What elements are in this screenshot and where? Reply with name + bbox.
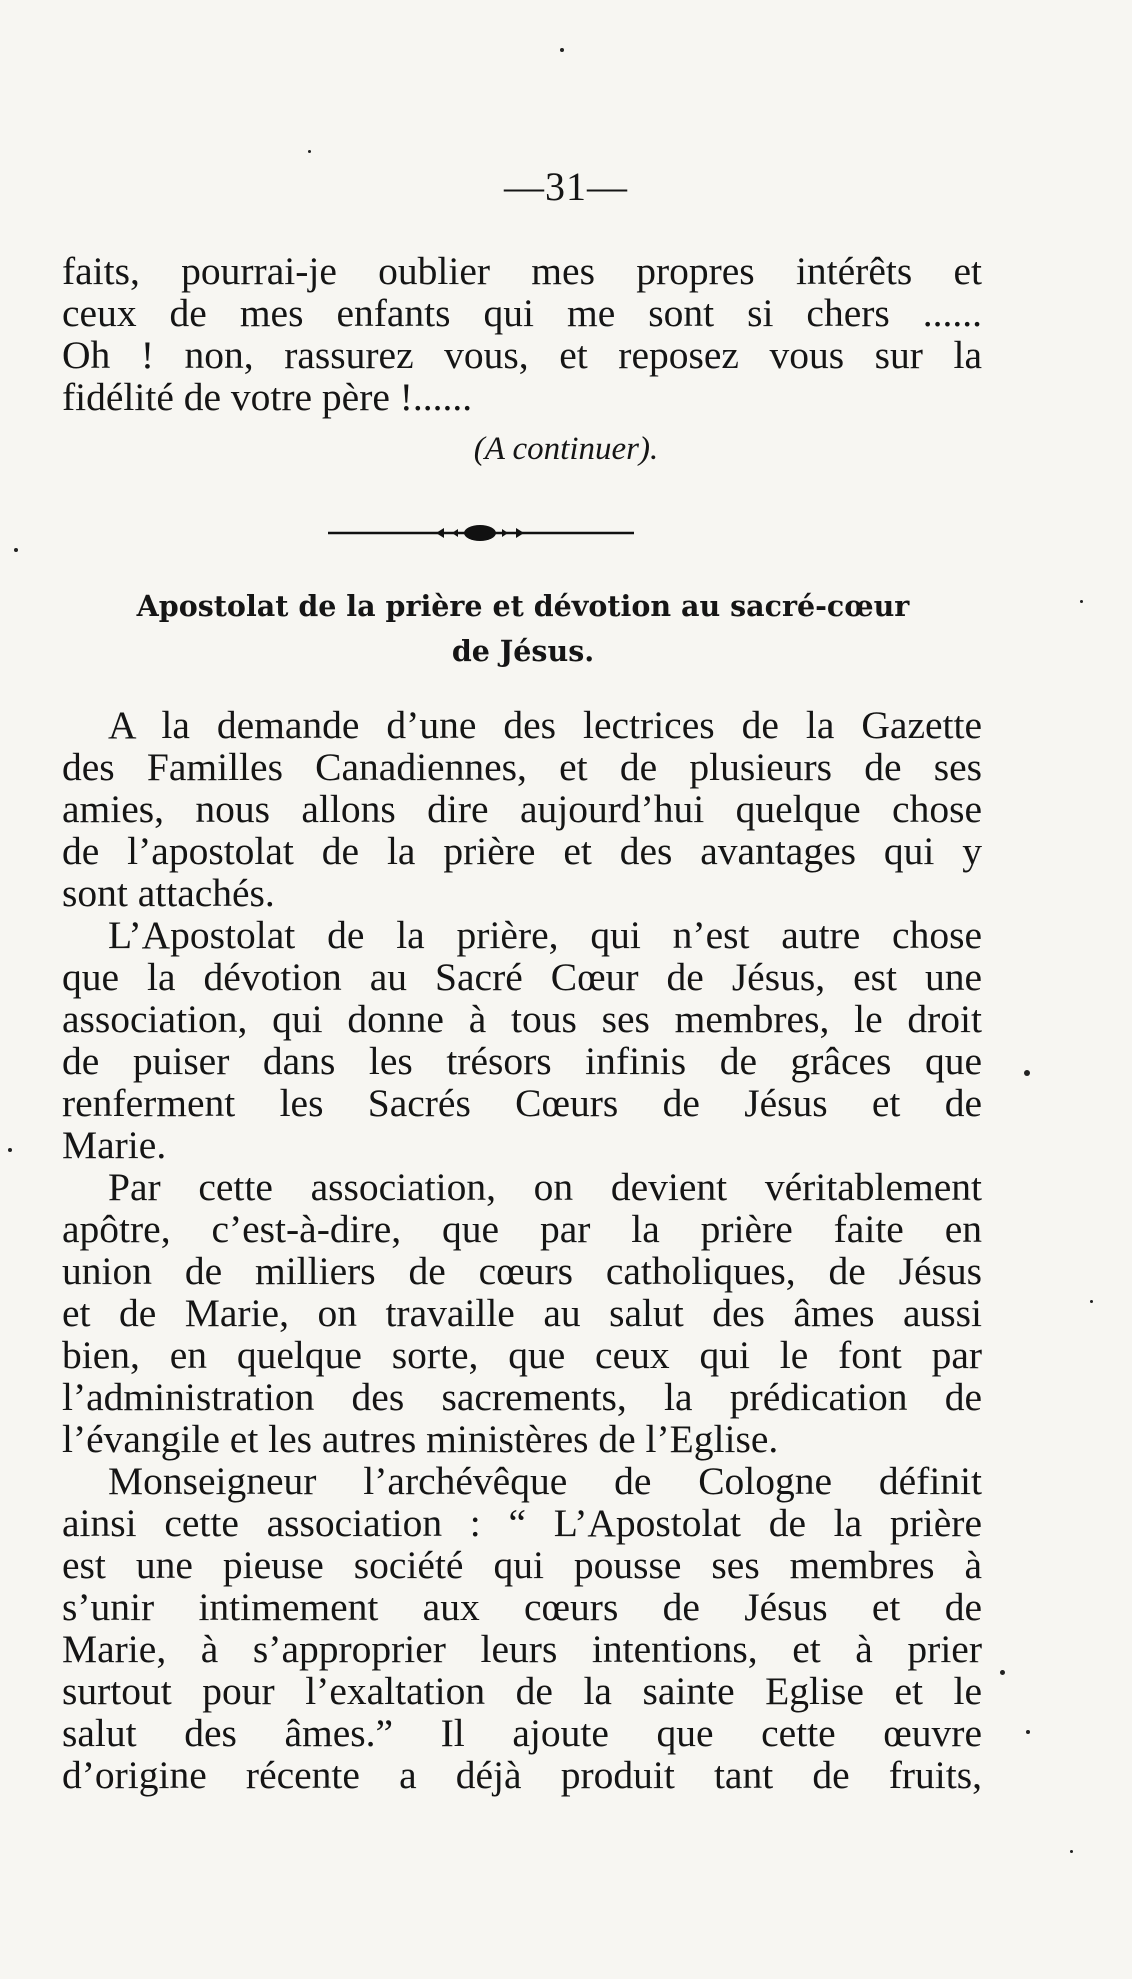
- body-line: L’Apostolat de la prière, qui n’est autre chose: [108, 913, 982, 957]
- body-line: union de milliers de cœurs catholiques, de Jésus: [62, 1249, 982, 1293]
- intro-paragraph: [62, 250, 982, 418]
- body-line: renferment les Sacrés Cœurs de Jésus et de: [62, 1081, 982, 1125]
- scan-speck: [560, 48, 564, 52]
- body-line: Marie, à s’approprier leurs intentions, et à prier: [62, 1627, 982, 1671]
- body-line: l’évangile et les autres ministères de l’Eglise.: [62, 1417, 779, 1461]
- heading-line-2: de Jésus.: [451, 634, 595, 668]
- scan-speck: [8, 1148, 12, 1152]
- body-line: de puiser dans les trésors infinis de grâces que: [62, 1039, 982, 1083]
- body-line: d’origine récente a déjà produit tant de fruits,: [62, 1753, 982, 1797]
- intro-line: Oh ! non, rassurez vous, et reposez vous sur la: [62, 333, 982, 377]
- body-line: et de Marie, on travaille au salut des âmes aussi: [62, 1291, 982, 1335]
- body-line: salut des âmes.” Il ajoute que cette œuvre: [62, 1711, 982, 1755]
- body-line: s’unir intimement aux cœurs de Jésus et de: [62, 1585, 982, 1629]
- scan-speck: [1024, 1070, 1030, 1076]
- body-line: Par cette association, on devient véritablement: [108, 1165, 982, 1209]
- body-line: Monseigneur l’archévêque de Cologne définit: [108, 1459, 982, 1503]
- scan-speck: [1026, 1730, 1030, 1734]
- scan-speck: [1070, 1850, 1073, 1853]
- body-line: l’administration des sacrements, la prédication de: [62, 1375, 982, 1419]
- scan-speck: [14, 548, 18, 552]
- page-number: —31—: [504, 164, 628, 209]
- body-line: de l’apostolat de la prière et des avantages qui y: [62, 829, 982, 873]
- ornamental-divider: [328, 520, 634, 546]
- body-text: [62, 704, 982, 1796]
- scan-speck: [1080, 600, 1083, 603]
- body-line: apôtre, c’est-à-dire, que par la prière faite en: [62, 1207, 982, 1251]
- continuation-note: (A continuer).: [473, 431, 659, 467]
- body-line: association, qui donne à tous ses membres, le droit: [62, 997, 982, 1041]
- scan-speck: [1090, 1300, 1093, 1303]
- body-line: Marie.: [62, 1123, 167, 1167]
- intro-line: faits, pourrai-je oublier mes propres intérêts et: [62, 249, 982, 293]
- scan-speck: [308, 150, 311, 153]
- body-line: est une pieuse société qui pousse ses membres à: [62, 1543, 982, 1587]
- scan-speck: [1000, 1670, 1005, 1675]
- body-line: surtout pour l’exaltation de la sainte Eglise et le: [62, 1669, 982, 1713]
- intro-line: fidélité de votre père !......: [62, 375, 473, 419]
- body-line: bien, en quelque sorte, que ceux qui le font par: [62, 1333, 982, 1377]
- intro-line: ceux de mes enfants qui me sont si chers ......: [62, 291, 982, 335]
- body-line: amies, nous allons dire aujourd’hui quelque chose: [62, 787, 982, 831]
- body-line: que la dévotion au Sacré Cœur de Jésus, est une: [62, 955, 982, 999]
- section-heading: [58, 584, 988, 674]
- body-line: des Familles Canadiennes, et de plusieurs de ses: [62, 745, 982, 789]
- body-line: A la demande d’une des lectrices de la Gazette: [108, 703, 982, 747]
- heading-line-1: Apostolat de la prière et dévotion au sacré-cœur: [136, 589, 910, 623]
- body-line: ainsi cette association : “ L’Apostolat de la prière: [62, 1501, 982, 1545]
- body-line: sont attachés.: [62, 871, 275, 915]
